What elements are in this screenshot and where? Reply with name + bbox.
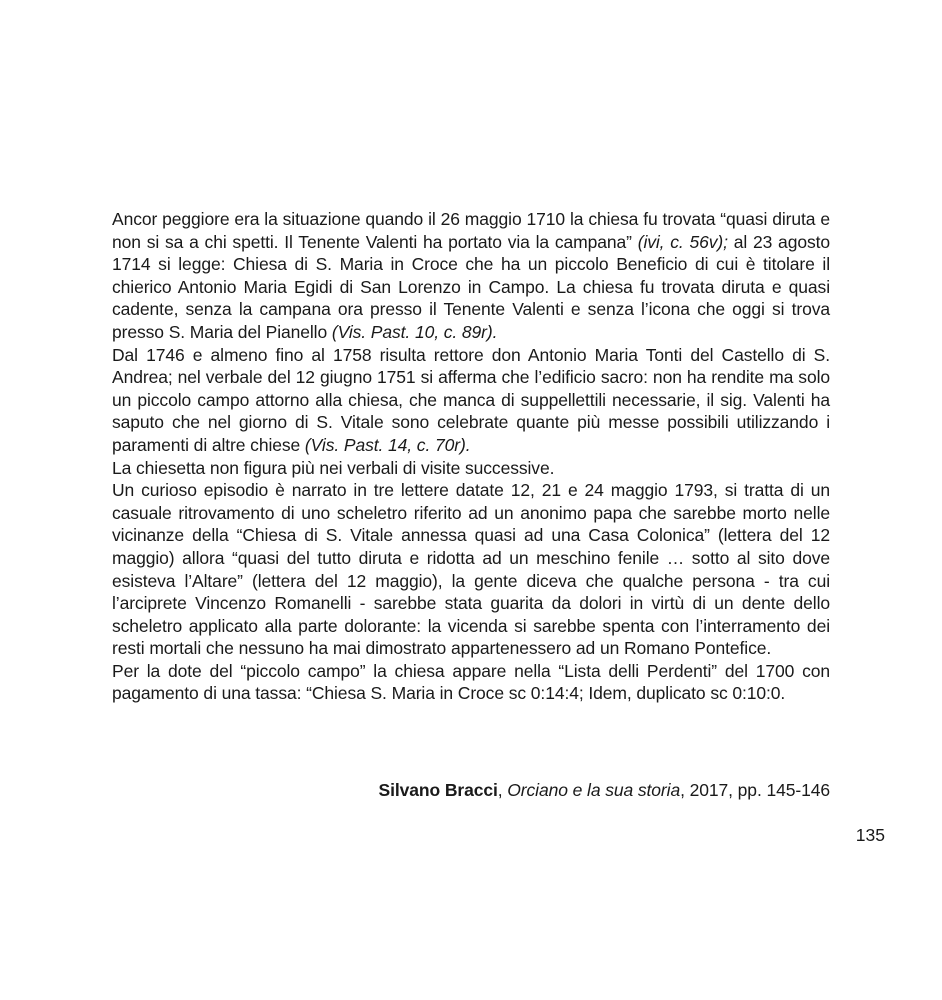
paragraph-5-text: Per la dote del “piccolo campo” la chiesa appare nella “Lista delli Perdenti” del 1700 con pagamento di una tassa: “Chiesa S. Maria in Croce sc 0:14:4; Idem, duplicato sc 0:10:0. bbox=[112, 660, 830, 704]
attribution-details: , 2017, pp. 145-146 bbox=[680, 780, 830, 800]
attribution-line bbox=[112, 779, 830, 802]
page-number: 135 bbox=[855, 825, 885, 845]
paragraph-5 bbox=[112, 660, 830, 705]
attribution-separator: , bbox=[497, 780, 508, 800]
citation-ivi-56v: (ivi, c. 56v); bbox=[637, 231, 728, 252]
paragraph-1-text-continued: al 23 agosto 1714 si legge: Chiesa di S. Maria in Croce che ha un piccolo Beneficio di cui è titolare il chierico Antonio Maria Egidi di San Lorenzo in Campo. La chiesa fu trovata diruta e quasi cadente, senza la campana ora presso il Tenente Valenti e senza l’icona che oggi si trova presso S. Maria del Pianello bbox=[112, 231, 831, 342]
paragraph-4 bbox=[112, 479, 830, 660]
paragraph-1 bbox=[112, 208, 830, 344]
paragraph-2 bbox=[112, 344, 830, 457]
citation-vis-past-14: (Vis. Past. 14, c. 70r). bbox=[304, 434, 471, 455]
paragraph-3 bbox=[112, 457, 830, 480]
citation-vis-past-10: (Vis. Past. 10, c. 89r). bbox=[331, 321, 498, 342]
paragraph-3-text: La chiesetta non figura più nei verbali di visite successive. bbox=[112, 457, 555, 478]
book-title: Orciano e la sua storia bbox=[507, 780, 681, 800]
paragraph-2-text: Dal 1746 e almeno fino al 1758 risulta rettore don Antonio Maria Tonti del Castello di S. Andrea; nel verbale del 12 giugno 1751 si afferma che l’edificio sacro: non ha rendite ma solo un piccolo campo attorno alla chiesa, che manca di suppellettili necessarie, il sig. Valenti ha saputo che nel giorno di S. Vitale sono celebrate quante più messe possibili utilizzando i paramenti di altre chiese bbox=[112, 344, 830, 455]
paragraph-4-text: Un curioso episodio è narrato in tre lettere datate 12, 21 e 24 maggio 1793, si tratta di un casuale ritrovamento di uno scheletro riferito ad un anonimo papa che sarebbe morto nelle vicinanze della “Chiesa di S. Vitale annessa quasi ad una Casa Colonica” (lettera del 12 maggio) allora “quasi del tutto diruta e ridotta ad un meschino fenile … sotto al sito dove esisteva l’Altare” (lettera del 12 maggio), la gente diceva che qualche persona - tra cui l’arciprete Vincenzo Romanelli - sarebbe stata guarita da dolori in virtù di un dente dello scheletro applicato alla parte dolorante: la vicenda si sarebbe spenta con l’interramento dei resti mortali che nessuno ha mai dimostrato appartenessero ad un Romano Pontefice. bbox=[112, 480, 830, 659]
paragraph-1-text: Ancor peggiore era la situazione quando il 26 maggio 1710 la chiesa fu trovata “quasi diruta e non si sa a chi spetti. Il Tenente Valenti ha portato via la campana” bbox=[112, 209, 830, 252]
author-name: Silvano Bracci bbox=[378, 780, 498, 800]
text-block bbox=[112, 208, 830, 705]
